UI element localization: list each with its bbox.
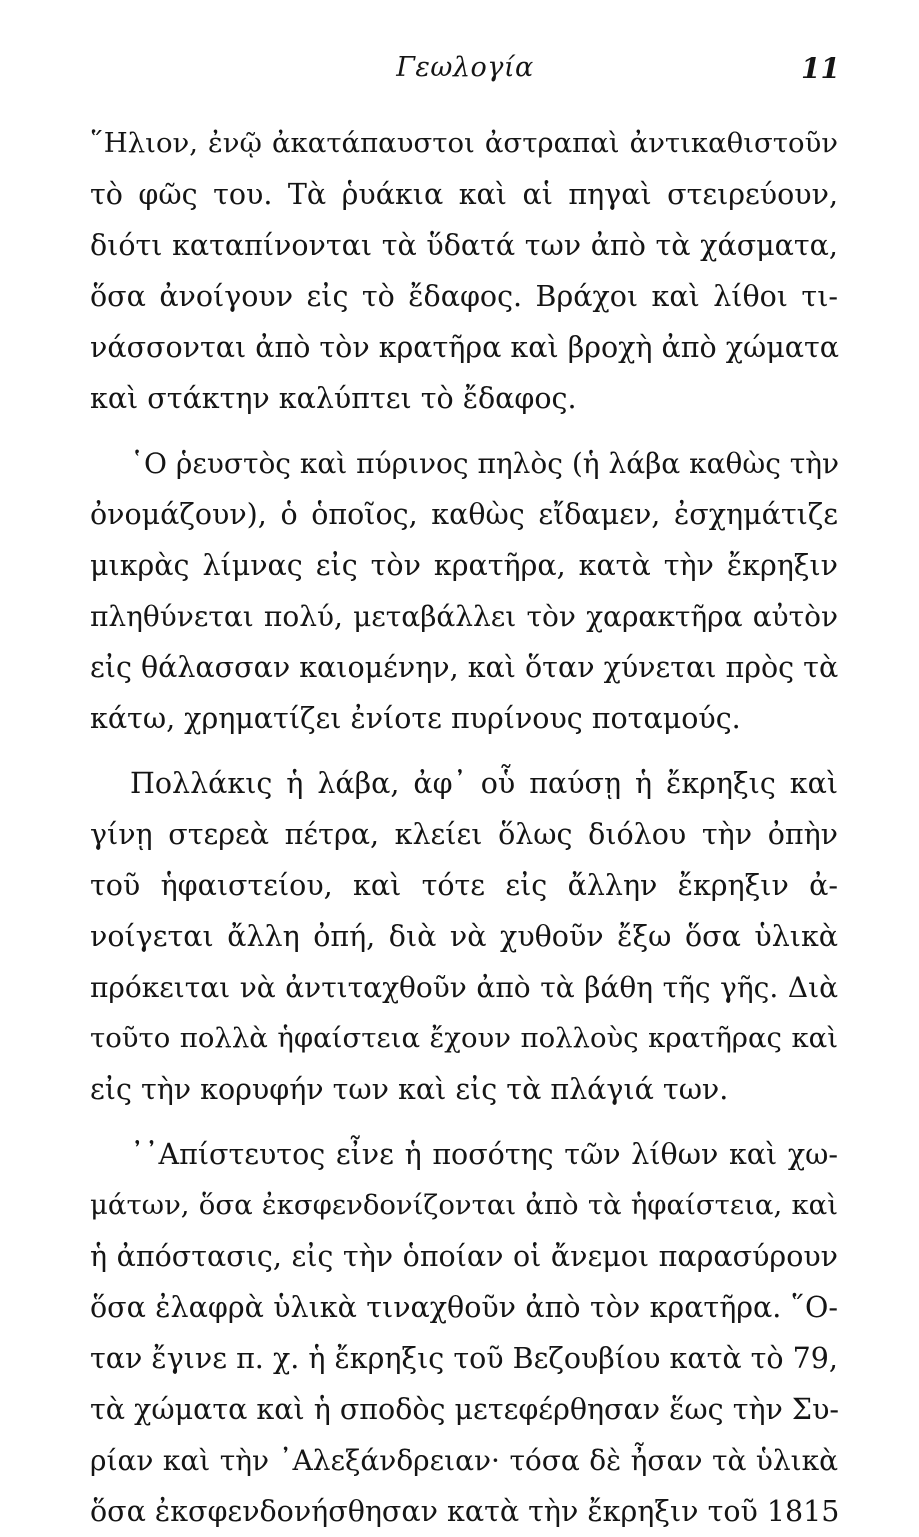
paragraph-2: [90, 438, 838, 744]
text-line: ταν ἔγινε π. χ. ἡ ἔκρηξις τοῦ Βεζουβίου κατὰ τὸ 79,: [90, 1342, 838, 1375]
text-line: ὅσα ἐκσφενδονήσθησαν κατὰ τὴν ἔκρηξιν τοῦ 1815: [90, 1495, 840, 1528]
text-line: εἰς θάλασσαν καιομένην, καὶ ὅταν χύνεται πρὸς τὰ: [90, 651, 839, 684]
text-line: μικρὰς λίμνας εἰς τὸν κρατῆρα, κατὰ τὴν ἔκρηξιν: [90, 549, 838, 582]
running-title: Γεωλογία: [396, 52, 534, 83]
paragraph-1: [90, 118, 838, 424]
text-line: ὅσα ἐλαφρὰ ὑλικὰ τιναχθοῦν ἀπὸ τὸν κρατῆρα. ῞Ο-: [90, 1291, 838, 1324]
paragraph-3: [90, 758, 838, 1115]
text-line: τοῦ ἡφαιστείου, καὶ τότε εἰς ἄλλην ἔκρηξιν ἀ-: [90, 869, 838, 902]
text-line: νάσσονται ἀπὸ τὸν κρατῆρα καὶ βροχὴ ἀπὸ χώματα: [90, 331, 840, 364]
text-line: ᾽᾽Απίστευτος εἶνε ἡ ποσότης τῶν λίθων καὶ χω-: [130, 1138, 838, 1171]
page-number: 11: [801, 52, 840, 85]
text-line: εἰς τὴν κορυφήν των καὶ εἰς τὰ πλάγιά των.: [90, 1073, 729, 1106]
paragraph-gap: [90, 424, 838, 438]
text-line: πληθύνεται πολύ, μεταβάλλει τὸν χαρακτῆρα αὐτὸν: [90, 600, 838, 633]
text-line: πρόκειται νὰ ἀντιταχθοῦν ἀπὸ τὰ βάθη τῆς γῆς. Διὰ: [90, 971, 838, 1004]
text-line: καὶ στάκτην καλύπτει τὸ ἔδαφος.: [90, 382, 577, 415]
paragraph-4: [90, 1129, 838, 1537]
text-line: κάτω, χρηματίζει ἐνίοτε πυρίνους ποταμούς.: [90, 702, 741, 735]
text-line: Πολλάκις ἡ λάβα, ἀφ᾽ οὗ παύσῃ ἡ ἔκρηξις καὶ: [130, 767, 838, 800]
text-line: μάτων, ὅσα ἐκσφενδονίζονται ἀπὸ τὰ ἡφαίστεια, καὶ: [90, 1189, 838, 1221]
text-line: ἡ ἀπόστασις, εἰς τὴν ὁποίαν οἱ ἄνεμοι παρασύρουν: [90, 1240, 838, 1273]
text-line: ὅσα ἀνοίγουν εἰς τὸ ἔδαφος. Βράχοι καὶ λίθοι τι-: [90, 280, 838, 313]
paragraph-gap: [90, 1115, 838, 1129]
paragraph-gap: [90, 744, 838, 758]
text-line: διότι καταπίνονται τὰ ὕδατά των ἀπὸ τὰ χάσματα,: [90, 229, 838, 262]
text-line: τοῦτο πολλὰ ἡφαίστεια ἔχουν πολλοὺς κρατῆρας καὶ: [90, 1022, 838, 1054]
body-text: [90, 118, 838, 1537]
text-line: τὰ χώματα καὶ ἡ σποδὸς μετεφέρθησαν ἕως τὴν Συ-: [90, 1393, 840, 1426]
text-line: νοίγεται ἄλλη ὀπή, διὰ νὰ χυθοῦν ἔξω ὅσα ὑλικὰ: [90, 920, 838, 953]
text-line: τὸ φῶς του. Τὰ ῥυάκια καὶ αἱ πηγαὶ στειρεύουν,: [90, 178, 838, 211]
running-header: [90, 52, 840, 92]
text-line: ῞Ηλιον, ἐνῷ ἀκατάπαυστοι ἀστραπαὶ ἀντικαθιστοῦν: [90, 127, 838, 159]
text-line: ὀνομάζουν), ὁ ὁποῖος, καθὼς εἴδαμεν, ἐσχημάτιζε: [90, 498, 838, 531]
text-line: ῾Ο ῥευστὸς καὶ πύρινος πηλὸς (ἡ λάβα καθὼς τὴν: [130, 447, 840, 480]
text-line: ρίαν καὶ τὴν ᾽Αλεξάνδρειαν· τόσα δὲ ἦσαν τὰ ὑλικὰ: [90, 1444, 838, 1477]
text-line: γίνῃ στερεὰ πέτρα, κλείει ὅλως διόλου τὴν ὀπὴν: [90, 818, 838, 851]
